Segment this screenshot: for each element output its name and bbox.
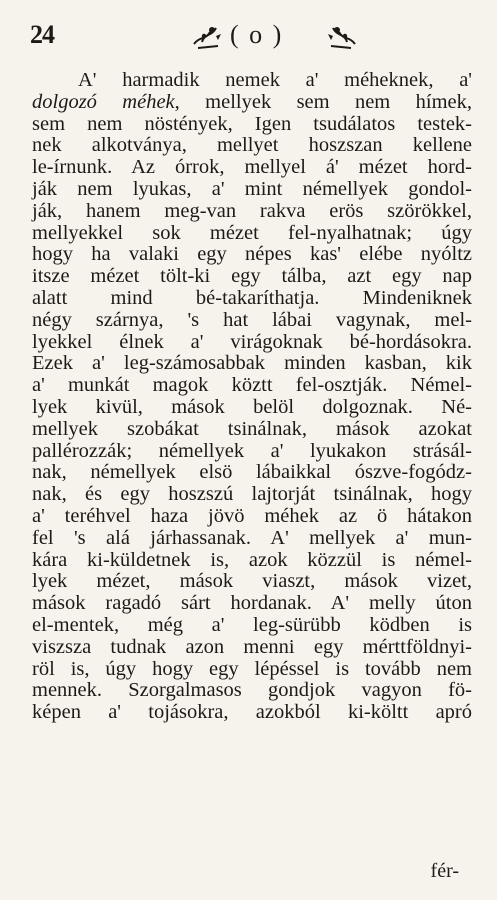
text-segment: lyekkel élnek a' virágoknak bé-hordásokra. bbox=[32, 330, 472, 353]
text-segment: mellyek szobákat tsinálnak, mások azokat bbox=[32, 417, 472, 440]
header-ornament-text: ( o ) bbox=[230, 20, 284, 49]
text-segment: sem nem nöstények, Igen tsudálatos testek- bbox=[32, 112, 472, 135]
page-header bbox=[30, 20, 467, 60]
text-segment: négy szárnya, 's hat lábai vagynak, mel- bbox=[32, 308, 472, 331]
text-line bbox=[32, 114, 472, 136]
text-segment: nak, és egy hoszszú lajtorját tsinálnak, hogy bbox=[32, 483, 472, 506]
text-line bbox=[32, 157, 472, 179]
text-segment: hogy ha valaki egy népes kas' elébe nyóltz bbox=[32, 243, 472, 266]
text-segment: pallérozzák; némellyek a' lyukakon strásál- bbox=[32, 439, 472, 462]
text-segment: A' harmadik nemek a' méheknek, a' bbox=[78, 69, 472, 91]
text-line bbox=[32, 266, 472, 288]
text-line bbox=[32, 571, 472, 593]
text-segment: ják nem lyukas, a' mint némellyek gondol- bbox=[32, 177, 472, 200]
text-segment: képen a' tojásokra, azokból ki-költt apró bbox=[32, 701, 472, 724]
text-segment: mennek. Szorgalmasos gondjok vagyon fö- bbox=[32, 679, 472, 702]
text-line bbox=[32, 375, 472, 397]
text-line bbox=[32, 441, 472, 463]
text-line bbox=[32, 288, 472, 310]
text-line bbox=[32, 702, 472, 724]
text-segment: a' teréhvel haza jövö méhek az ö hátakon bbox=[32, 504, 472, 527]
text-line bbox=[32, 593, 472, 615]
body-text bbox=[32, 70, 472, 724]
text-line bbox=[32, 135, 472, 157]
text-line bbox=[32, 506, 472, 528]
text-line bbox=[32, 353, 472, 375]
text-segment: mellyekkel sok mézet fel-nyalhatnak; úgy bbox=[32, 221, 472, 244]
italic-term: dolgozó méhek bbox=[32, 90, 175, 113]
text-segment: a' munkát magok köztt fel-osztják. Némel- bbox=[32, 374, 472, 397]
text-line bbox=[32, 70, 472, 92]
text-segment: ják, hanem meg-van rakva erös szörökkel, bbox=[32, 199, 472, 222]
text-line bbox=[32, 223, 472, 245]
text-segment: nak, némellyek elsö lábaikkal ószve-fogódz- bbox=[32, 461, 472, 484]
text-segment: mások ragadó sárt hordanak. A' melly úton bbox=[32, 592, 472, 615]
floral-ornament-icon bbox=[190, 22, 224, 52]
text-line bbox=[32, 310, 472, 332]
text-segment: lyek mézet, mások viaszt, mások vizet, bbox=[32, 570, 472, 593]
text-segment: fel 's alá járhassanak. A' mellyek a' mun- bbox=[32, 526, 472, 549]
page-number: 24 bbox=[30, 20, 54, 49]
text-segment: alatt mind bé-takaríthatja. Mindeniknek bbox=[32, 286, 472, 309]
text-line bbox=[32, 332, 472, 354]
text-line bbox=[32, 484, 472, 506]
text-line bbox=[32, 201, 472, 223]
text-segment: , mellyek sem nem hímek, bbox=[174, 90, 472, 113]
text-line bbox=[32, 244, 472, 266]
text-segment: kára ki-küldetnek is, azok közzül is némel- bbox=[32, 548, 472, 571]
text-line bbox=[32, 637, 472, 659]
text-segment: Ezek a' leg-számosabbak minden kasban, kik bbox=[32, 352, 472, 375]
text-line bbox=[32, 680, 472, 702]
text-line bbox=[32, 659, 472, 681]
text-line bbox=[32, 462, 472, 484]
text-line bbox=[32, 550, 472, 572]
text-line bbox=[32, 528, 472, 550]
text-line bbox=[32, 419, 472, 441]
text-line bbox=[32, 92, 472, 114]
text-segment: el-mentek, még a' leg-sürübb ködben is bbox=[32, 613, 472, 636]
text-segment: le-írnunk. Az órrok, mellyel á' mézet hord- bbox=[32, 156, 472, 179]
text-line bbox=[32, 397, 472, 419]
text-segment: viszsza tudnak azon menni egy mérttföldnyi- bbox=[32, 635, 472, 658]
text-segment: itsze mézet tölt-ki egy tálba, azt egy nap bbox=[32, 265, 472, 288]
text-segment: lyek kivül, mások belöl dolgoznak. Né- bbox=[32, 395, 472, 418]
catchword: fér- bbox=[430, 860, 459, 882]
text-line bbox=[32, 615, 472, 637]
text-segment: nek alkotványa, mellyet hoszszan kellene bbox=[32, 134, 472, 157]
floral-ornament-icon bbox=[325, 22, 359, 52]
text-line bbox=[32, 179, 472, 201]
text-segment: röl is, úgy hogy egy lépéssel is tovább nem bbox=[32, 657, 472, 680]
